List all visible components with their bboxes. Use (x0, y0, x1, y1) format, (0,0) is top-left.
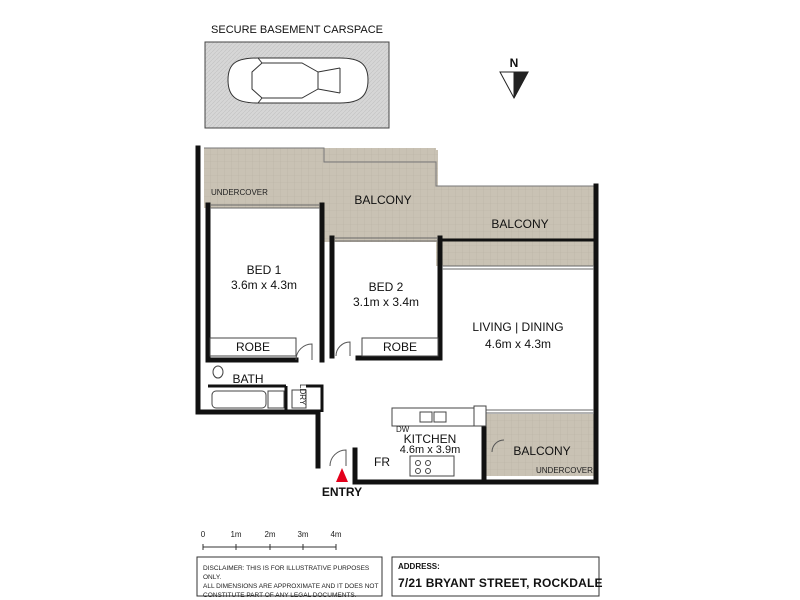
kitchen-label: KITCHEN (403, 432, 457, 446)
bed1-label: BED 1 (246, 263, 282, 277)
scale-bar (203, 544, 336, 550)
kitchen-dw: DW (396, 425, 410, 434)
bed1-size: 3.6m x 4.3m (230, 278, 298, 292)
bed1-robe: ROBE (235, 340, 270, 354)
bed2-label: BED 2 (368, 280, 404, 294)
address-value: 7/21 BRYANT STREET, ROCKDALE (398, 576, 603, 590)
entry-arrow-icon (336, 468, 348, 482)
carspace-title: SECURE BASEMENT CARSPACE (211, 24, 383, 36)
scale-tick-3m: 3m (297, 530, 309, 539)
balcony-top-right-label: BALCONY (491, 217, 549, 231)
disclaimer-line-1: DISCLAIMER: THIS IS FOR ILLUSTRATIVE PURPOSES ONLY. (203, 565, 370, 581)
balcony-bottom-label: BALCONY (513, 444, 571, 458)
bed2-robe: ROBE (382, 340, 417, 354)
kitchen-size: 4.6m x 3.9m (399, 444, 461, 456)
disclaimer-line-2: ALL DIMENSIONS ARE APPROXIMATE AND IT DOES NOT (203, 583, 379, 590)
scale-tick-2m: 2m (264, 530, 276, 539)
scale-tick-0: 0 (200, 530, 206, 539)
balcony-top-left-label: BALCONY (354, 193, 412, 207)
bath-label: BATH (232, 372, 264, 386)
balcony-bottom-note: UNDERCOVER (536, 466, 593, 475)
scale-tick-1m: 1m (230, 530, 242, 539)
address-title: ADDRESS: (398, 562, 440, 571)
living-size: 4.6m x 4.3m (484, 337, 552, 351)
laundry-label: LDRY (298, 384, 307, 406)
balcony-top-left-note: UNDERCOVER (211, 188, 268, 197)
entry-label: ENTRY (321, 485, 363, 499)
north-arrow-icon (500, 72, 528, 98)
bed2-size: 3.1m x 3.4m (352, 295, 420, 309)
kitchen-fridge: FR (374, 455, 390, 469)
disclaimer-text (203, 564, 381, 600)
living-label: LIVING | DINING (472, 320, 564, 334)
compass-letter: N (509, 56, 519, 70)
scale-tick-4m: 4m (330, 530, 342, 539)
car-icon (228, 58, 368, 103)
disclaimer-line-3: CONSTITUTE PART OF ANY LEGAL DOCUMENTS. (203, 592, 357, 599)
